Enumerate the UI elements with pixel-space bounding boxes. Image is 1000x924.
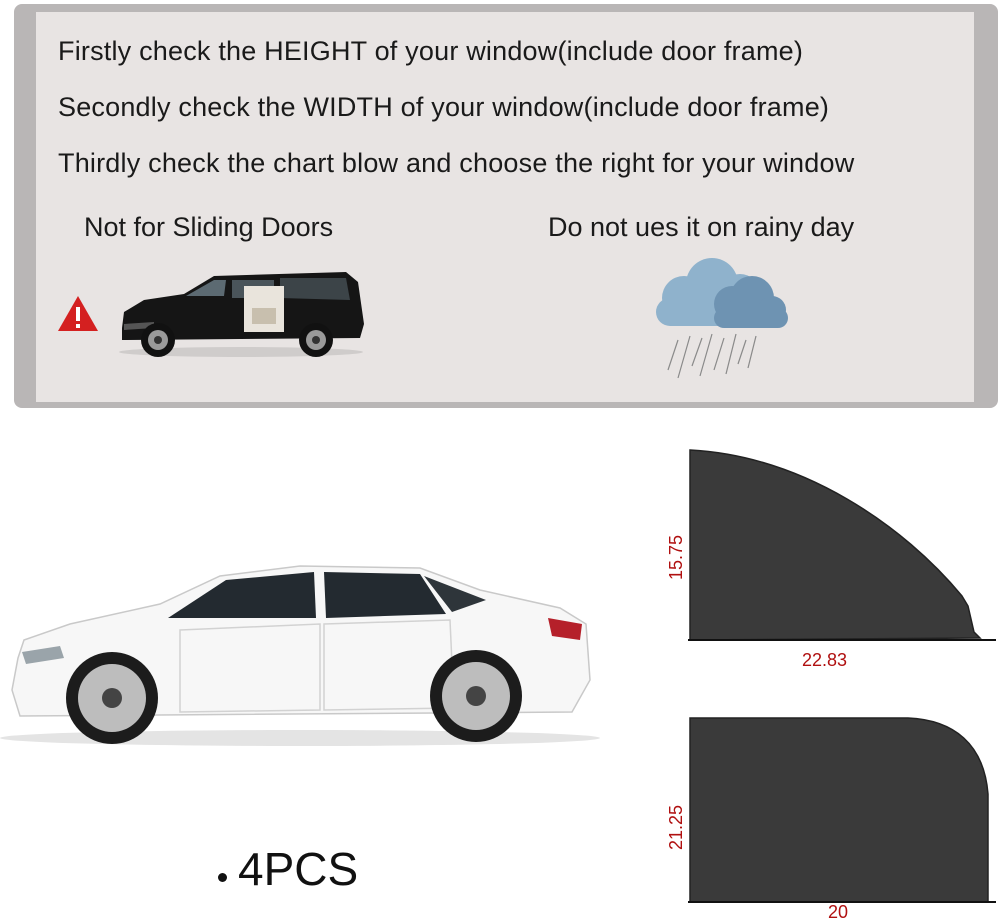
no-rainy-day-label: Do not ues it on rainy day: [548, 212, 855, 242]
rear-window-shade-image: [684, 714, 998, 906]
bullet-dot: [218, 873, 227, 882]
quantity-label: 4PCS: [238, 843, 359, 895]
not-for-sliding-doors-label: Not for Sliding Doors: [84, 212, 334, 242]
front-shade-width-label: 22.83: [802, 650, 848, 670]
instruction-line-2: Secondly check the WIDTH of your window(include door frame): [58, 92, 830, 122]
instruction-line-1: Firstly check the HEIGHT of your window(include door frame): [58, 36, 804, 66]
rear-shade-width-label: 20: [828, 902, 849, 922]
warning-triangle-icon: [56, 294, 100, 334]
white-sedan-image: [0, 560, 600, 760]
instruction-line-3: Thirdly check the chart blow and choose the right for your window: [58, 148, 855, 178]
front-window-shade-image: [684, 446, 998, 644]
front-shade-height-label: 15.75: [666, 534, 686, 580]
rear-shade-height-label: 21.25: [666, 804, 686, 850]
rain-cloud-icon: [648, 254, 794, 384]
minivan-sliding-door-icon: [114, 266, 368, 362]
